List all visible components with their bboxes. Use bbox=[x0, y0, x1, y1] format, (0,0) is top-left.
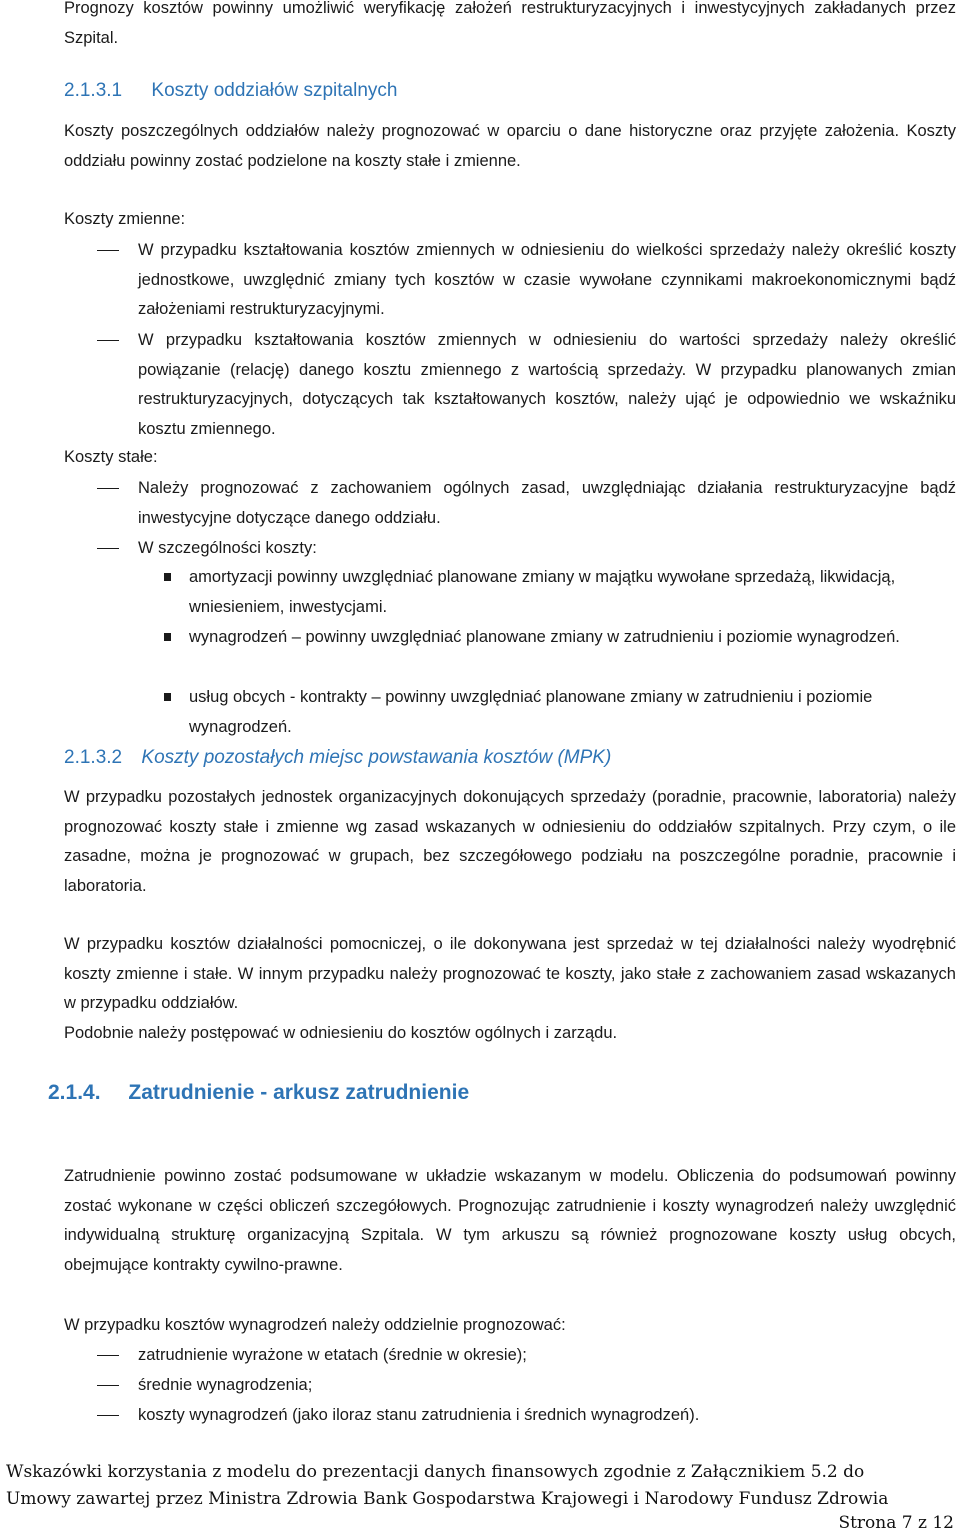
dash-bullet-icon bbox=[97, 1415, 119, 1416]
list-item-text: Należy prognozować z zachowaniem ogólnych zasad, uwzględniając działania restrukturyzacyjne bądź inwestycyjne dotyczące danego oddziału. bbox=[138, 479, 956, 527]
dash-bullet-icon bbox=[97, 1385, 119, 1386]
section-title: Koszty oddziałów szpitalnych bbox=[151, 80, 398, 101]
list-item-text: zatrudnienie wyrażone w etatach (średnie w okresie); bbox=[138, 1346, 527, 1364]
dash-bullet-icon bbox=[97, 488, 119, 489]
page-number: Strona 7 z 12 bbox=[838, 1513, 954, 1533]
section-paragraph: W przypadku kosztów działalności pomocniczej, o ile dokonywana jest sprzedaż w tej działalności należy wyodrębnić koszty zmienne i stałe. W innym przypadku należy prognozować te koszty, jako stałe z zachowaniem zasad wskazanych w przypadku oddziałów. bbox=[64, 935, 956, 1012]
sub-list-item-text: wynagrodzeń – powinny uwzględniać planowane zmiany w zatrudnieniu i poziomie wynagrodzeń. bbox=[189, 628, 900, 646]
section-heading-2-1-4 bbox=[48, 1081, 469, 1105]
list-item-text: koszty wynagrodzeń (jako iloraz stanu zatrudnienia i średnich wynagrodzeń). bbox=[138, 1406, 700, 1424]
page-footer bbox=[6, 1459, 956, 1513]
dash-bullet-icon bbox=[97, 250, 119, 251]
section-heading-2-1-3-2 bbox=[64, 747, 611, 769]
fixed-costs-label: Koszty stałe: bbox=[64, 448, 158, 466]
section-paragraph: W przypadku pozostałych jednostek organizacyjnych dokonujących sprzedaży (poradnie, pracownie, laboratoria) należy prognozować koszty stałe i zmienne wg zasad wskazanych w odniesieniu do oddziałów szpitalnych. Przy czym, o ile zasadne, można je prognozować w grupach, bez szczegółowego podziału na poszczególne poradnie, pracownie i laboratoria. bbox=[64, 788, 956, 895]
section-paragraph: W przypadku kosztów wynagrodzeń należy oddzielnie prognozować: bbox=[64, 1316, 566, 1334]
section-number: 2.1.3.2 bbox=[64, 747, 123, 768]
list-item-text: W przypadku kształtowania kosztów zmiennych w odniesieniu do wielkości sprzedaży należy określić koszty jednostkowe, uwzględnić zmiany tych kosztów w czasie wywołane czynnikami makroekonomicznymi bądź założeniami restrukturyzacyjnymi. bbox=[138, 241, 956, 318]
variable-costs-label: Koszty zmienne: bbox=[64, 210, 186, 228]
section-title: Koszty pozostałych miejsc powstawania kosztów (MPK) bbox=[141, 747, 612, 768]
sub-list-item-text: usług obcych - kontrakty – powinny uwzględniać planowane zmiany w zatrudnieniu i poziomie wynagrodzeń. bbox=[189, 688, 873, 736]
footer-line: Wskazówki korzystania z modelu do prezentacji danych finansowych zgodnie z Załącznikiem 5.2 do bbox=[6, 1462, 865, 1482]
dash-bullet-icon bbox=[97, 340, 119, 341]
square-bullet-icon bbox=[164, 633, 171, 641]
intro-paragraph: Prognozy kosztów powinny umożliwić weryfikację założeń restrukturyzacyjnych i inwestycyjnych zakładanych przez Szpital. bbox=[64, 0, 956, 47]
list-item-text: W szczególności koszty: bbox=[138, 539, 317, 557]
dash-bullet-icon bbox=[97, 1355, 119, 1356]
section-heading-2-1-3-1 bbox=[64, 80, 397, 102]
square-bullet-icon bbox=[164, 693, 171, 701]
section-paragraph: Zatrudnienie powinno zostać podsumowane w układzie wskazanym w modelu. Obliczenia do podsumowań powinny zostać wykonane w części obliczeń szczegółowych. Prognozując zatrudnienie i koszty wynagrodzeń należy uwzględnić indywidualną strukturę organizacyjną Szpitala. W tym arkuszu są również prognozowane koszty usług obcych, obejmujące kontrakty cywilno-prawne. bbox=[64, 1167, 956, 1274]
list-item-text: średnie wynagrodzenia; bbox=[138, 1376, 313, 1394]
square-bullet-icon bbox=[164, 573, 171, 581]
section-number: 2.1.3.1 bbox=[64, 80, 123, 101]
section-paragraph: Koszty poszczególnych oddziałów należy prognozować w oparciu o dane historyczne oraz przyjęte założenia. Koszty oddziału powinny zostać podzielone na koszty stałe i zmienne. bbox=[64, 122, 956, 170]
sub-list-item-text: amortyzacji powinny uwzględniać planowane zmiany w majątku wywołane sprzedażą, likwidacją, wniesieniem, inwestycjami. bbox=[189, 568, 896, 616]
list-item-text: W przypadku kształtowania kosztów zmiennych w odniesieniu do wartości sprzedaży należy określić powiązanie (relację) danego kosztu zmiennego z wartością sprzedaży. W przypadku planowanych zmian restrukturyzacyjnych, dotyczących tak kształtowanych kosztów, należy ująć je odpowiednio we wskaźniku kosztu zmiennego. bbox=[138, 331, 956, 438]
section-number: 2.1.4. bbox=[48, 1081, 101, 1104]
section-paragraph: Podobnie należy postępować w odniesieniu do kosztów ogólnych i zarządu. bbox=[64, 1024, 618, 1042]
dash-bullet-icon bbox=[97, 548, 119, 549]
section-title: Zatrudnienie - arkusz zatrudnienie bbox=[128, 1081, 470, 1104]
footer-line: Umowy zawartej przez Ministra Zdrowia Bank Gospodarstwa Krajowegi i Narodowy Fundusz Zdrowia bbox=[6, 1489, 889, 1509]
